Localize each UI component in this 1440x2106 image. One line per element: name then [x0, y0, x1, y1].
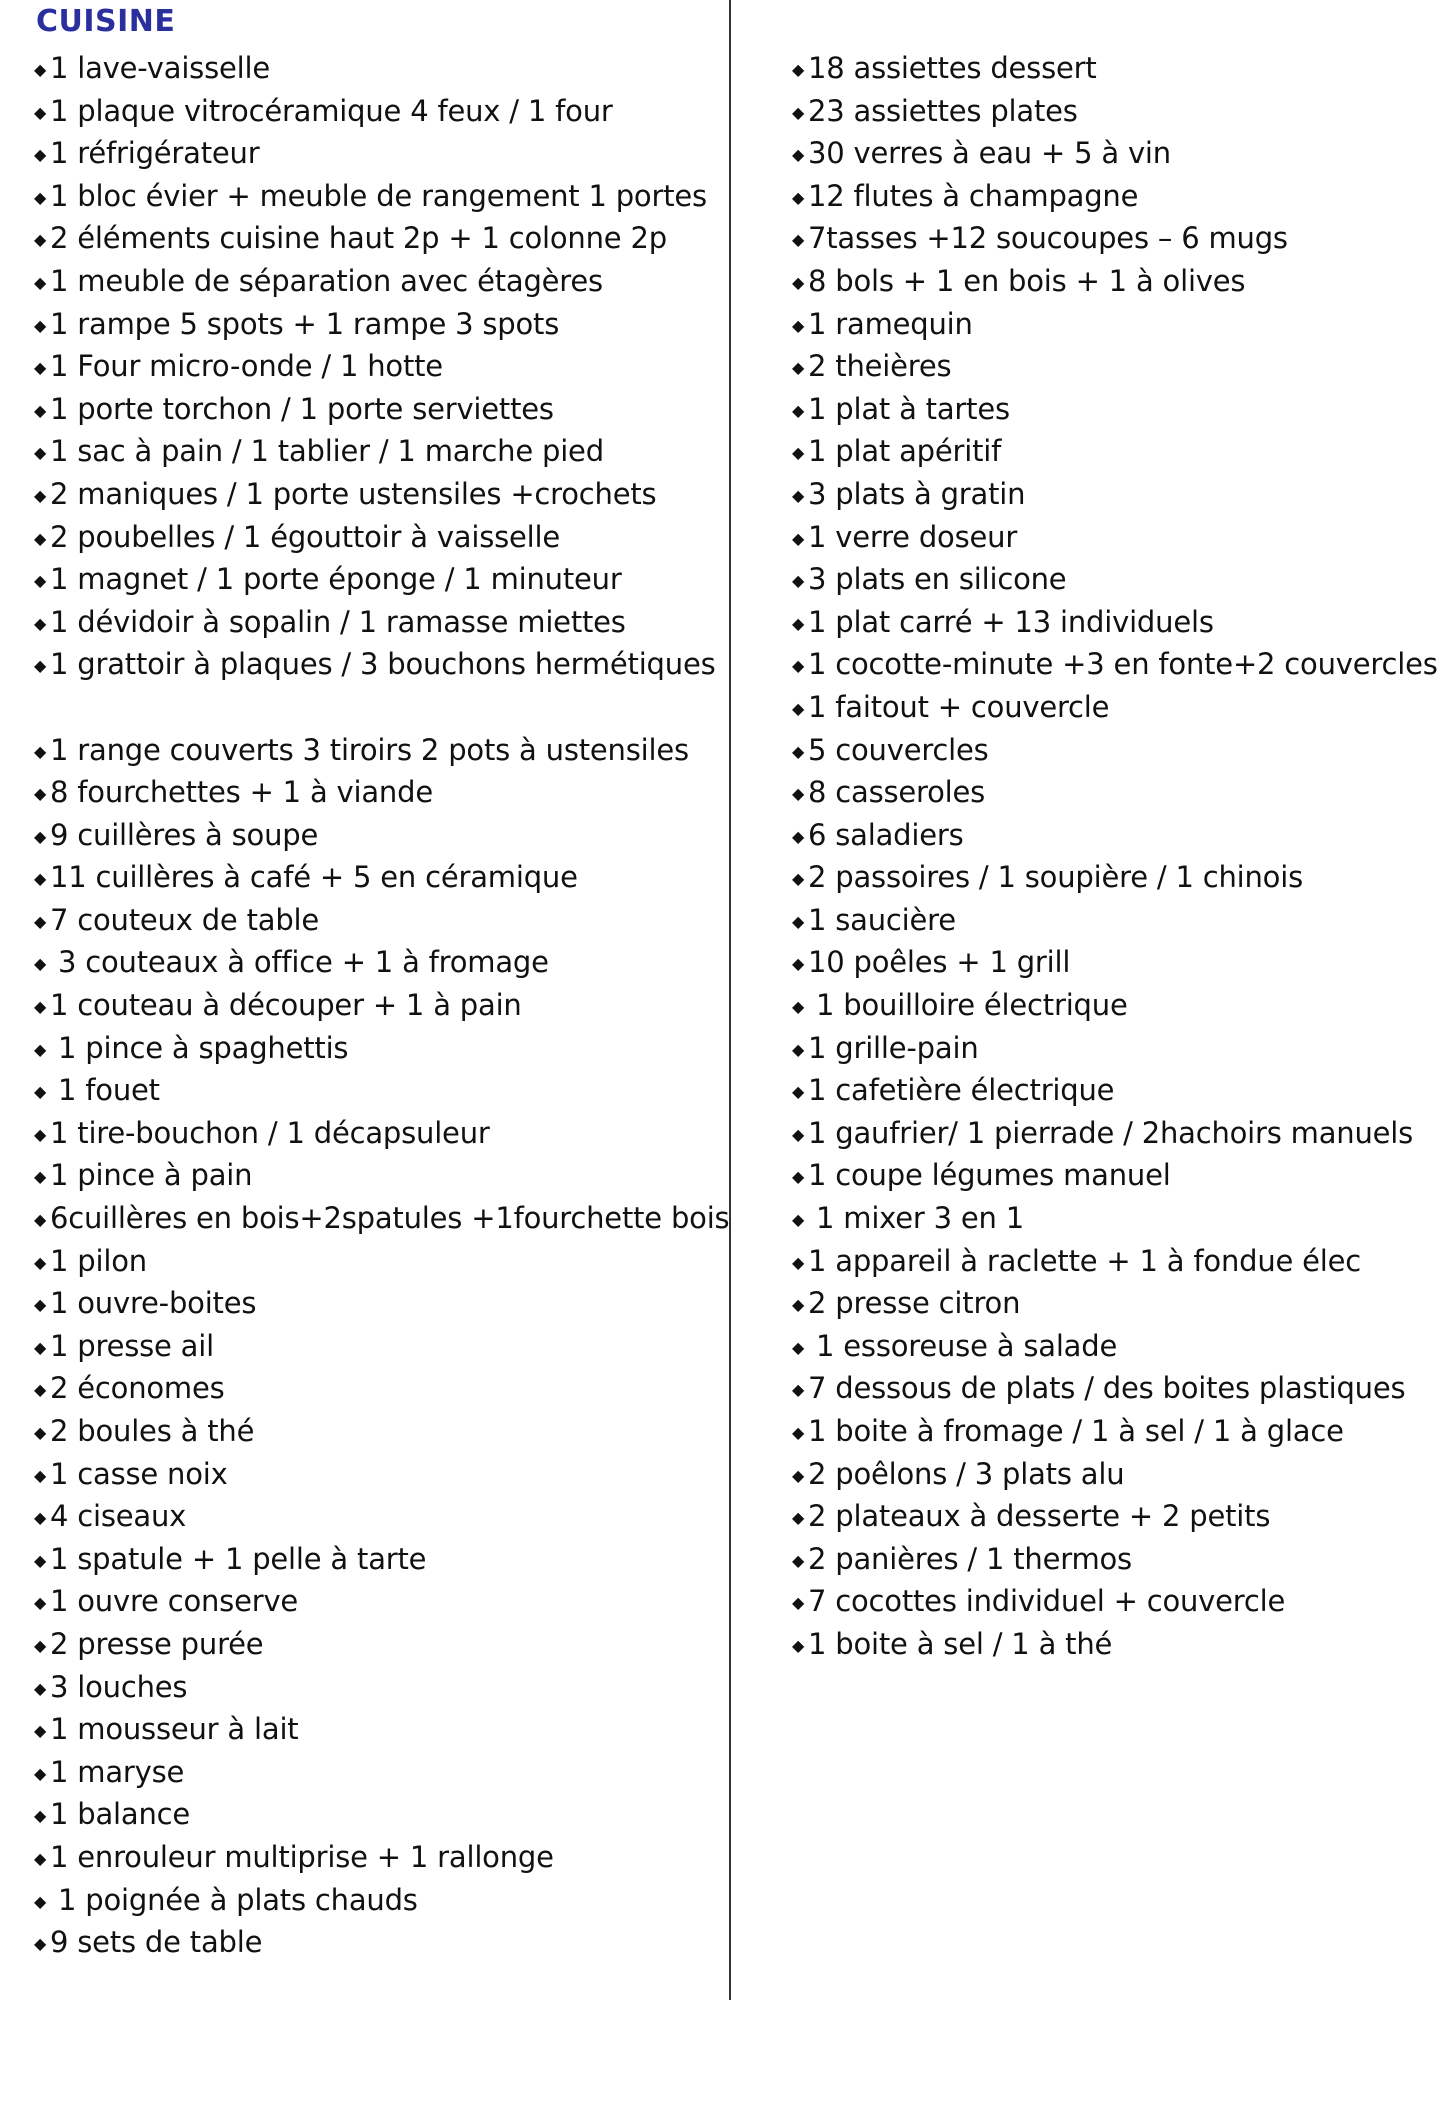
list-item [34, 1708, 724, 1751]
list-item-text: 1 grattoir à plaques / 3 bouchons hermétiques [50, 647, 716, 682]
list-item [34, 1027, 724, 1070]
bullet-icon: ◆ [792, 272, 805, 292]
list-item-text: 3 couteaux à office + 1 à fromage [58, 945, 549, 980]
bullet-icon: ◆ [34, 784, 47, 804]
list-item-text: 1 spatule + 1 pelle à tarte [50, 1541, 427, 1576]
list-item [34, 643, 724, 686]
list-item-text: 1 bloc évier + meuble de rangement 1 portes [50, 178, 707, 213]
bullet-icon: ◆ [792, 1550, 805, 1570]
list-item [34, 1580, 724, 1623]
page-title: CUISINE [36, 4, 176, 39]
list-item-text: 6 saladiers [808, 817, 964, 852]
list-item [792, 132, 1432, 175]
list-item-text: 1 ouvre conserve [50, 1584, 299, 1619]
bullet-icon: ◆ [34, 1380, 47, 1400]
list-item [792, 1495, 1432, 1538]
list-item-text: 1 rampe 5 spots + 1 rampe 3 spots [50, 306, 560, 341]
bullet-icon: ◆ [34, 1337, 47, 1357]
list-item [34, 1240, 724, 1283]
bullet-icon: ◆ [792, 102, 805, 122]
list-item-text: 4 ciseaux [50, 1499, 187, 1534]
list-item-text: 3 plats à gratin [808, 476, 1026, 511]
bullet-icon: ◆ [34, 272, 47, 292]
list-item [34, 984, 724, 1027]
list-item-text: 1 boite à sel / 1 à thé [808, 1626, 1113, 1661]
bullet-icon: ◆ [34, 1210, 47, 1230]
list-item [34, 1879, 724, 1922]
list-item [34, 303, 724, 346]
list-item [34, 1623, 724, 1666]
list-item [34, 1921, 724, 1964]
bullet-icon: ◆ [34, 1082, 47, 1102]
list-item [792, 516, 1432, 559]
list-item [34, 1751, 724, 1794]
list-item-text: 2 économes [50, 1371, 225, 1406]
list-item [792, 601, 1432, 644]
list-item-text: 23 assiettes plates [808, 93, 1078, 128]
list-item [792, 1027, 1432, 1070]
list-item [792, 1240, 1432, 1283]
list-item [792, 1069, 1432, 1112]
list-item [34, 132, 724, 175]
bullet-icon: ◆ [34, 613, 47, 633]
bullet-icon: ◆ [34, 1806, 47, 1826]
bullet-icon: ◆ [792, 997, 805, 1017]
list-item [792, 430, 1432, 473]
bullet-icon: ◆ [34, 60, 47, 79]
list-item [34, 1793, 724, 1836]
list-item [34, 516, 724, 559]
list-item-text: 2 poêlons / 3 plats alu [808, 1456, 1125, 1491]
list-item [34, 771, 724, 814]
bullet-icon: ◆ [34, 1550, 47, 1570]
list-item [34, 1495, 724, 1538]
list-item [34, 1154, 724, 1197]
list-item [792, 856, 1432, 899]
list-item-text: 1 gaufrier/ 1 pierrade / 2hachoirs manuels [808, 1115, 1414, 1150]
bullet-icon: ◆ [34, 954, 47, 974]
list-item-text: 1 ouvre-boites [50, 1286, 257, 1321]
list-item [34, 1836, 724, 1879]
bullet-icon: ◆ [792, 145, 805, 165]
list-item [792, 1282, 1432, 1325]
bullet-icon: ◆ [34, 1678, 47, 1698]
column-divider [729, 0, 731, 2000]
bullet-icon: ◆ [792, 1465, 805, 1485]
list-item [792, 1453, 1432, 1496]
list-item-text: 1 porte torchon / 1 porte serviettes [50, 391, 554, 426]
bullet-icon: ◆ [792, 1124, 805, 1144]
list-item [792, 1325, 1432, 1368]
list-item-text: 2 poubelles / 1 égouttoir à vaisselle [50, 519, 561, 554]
list-item [792, 1410, 1432, 1453]
bullet-icon: ◆ [34, 911, 47, 931]
list-item-text: 1 pince à spaghettis [58, 1030, 349, 1065]
list-item-text: 1 magnet / 1 porte éponge / 1 minuteur [50, 562, 622, 597]
list-item-text: 12 flutes à champagne [808, 178, 1139, 213]
list-item [792, 1112, 1432, 1155]
bullet-icon: ◆ [34, 1508, 47, 1528]
list-item-text: 8 fourchettes + 1 à viande [50, 775, 433, 810]
inventory-list-left [34, 47, 730, 1964]
bullet-icon: ◆ [792, 698, 805, 718]
list-item-text: 8 bols + 1 en bois + 1 à olives [808, 263, 1246, 298]
list-item [34, 1112, 724, 1155]
list-item [792, 1197, 1432, 1240]
inventory-list-right [792, 47, 1438, 1666]
list-item [792, 175, 1432, 218]
list-item-text: 1 faitout + couvercle [808, 689, 1110, 724]
bullet-icon: ◆ [34, 145, 47, 165]
list-item-text: 30 verres à eau + 5 à vin [808, 136, 1171, 171]
bullet-icon: ◆ [34, 1593, 47, 1613]
list-item-text: 1 plat carré + 13 individuels [808, 604, 1214, 639]
list-item [792, 771, 1432, 814]
list-item-text: 3 louches [50, 1669, 188, 1704]
list-item-text: 1 grille-pain [808, 1030, 979, 1065]
list-item-text: 1 plat à tartes [808, 391, 1010, 426]
bullet-icon: ◆ [34, 187, 47, 207]
bullet-icon: ◆ [792, 1082, 805, 1102]
list-item-text: 1 enrouleur multiprise + 1 rallonge [50, 1839, 554, 1874]
list-item-text: 7 couteux de table [50, 902, 320, 937]
list-item [792, 1538, 1432, 1581]
bullet-icon: ◆ [792, 358, 805, 378]
list-item [792, 90, 1432, 133]
list-item [792, 558, 1432, 601]
list-item-text: 2 passoires / 1 soupière / 1 chinois [808, 860, 1303, 895]
bullet-icon: ◆ [792, 656, 805, 676]
bullet-icon: ◆ [34, 869, 47, 889]
list-item-text: 7 dessous de plats / des boites plastiques [808, 1371, 1406, 1406]
bullet-icon: ◆ [34, 656, 47, 676]
bullet-icon: ◆ [34, 1848, 47, 1868]
list-item-text: 9 sets de table [50, 1925, 263, 1960]
list-item-text: 1 cafetière électrique [808, 1073, 1115, 1108]
list-item-text: 1 boite à fromage / 1 à sel / 1 à glace [808, 1414, 1344, 1448]
list-item-text: 2 theières [808, 349, 952, 384]
list-item-text: 2 plateaux à desserte + 2 petits [808, 1499, 1271, 1534]
list-item-text: 1 saucière [808, 902, 956, 937]
bullet-icon: ◆ [792, 613, 805, 633]
list-item-text: 1 dévidoir à sopalin / 1 ramasse miettes [50, 604, 626, 639]
list-item [792, 1367, 1432, 1410]
list-item-text: 1 balance [50, 1797, 191, 1832]
bullet-icon: ◆ [792, 1380, 805, 1400]
list-item-text: 1 presse ail [50, 1328, 214, 1363]
bullet-icon: ◆ [792, 315, 805, 335]
list-item-text: 2 boules à thé [50, 1414, 255, 1448]
list-item-text: 2 éléments cuisine haut 2p + 1 colonne 2p [50, 221, 667, 256]
list-item [792, 217, 1432, 260]
list-item [34, 90, 724, 133]
bullet-icon: ◆ [792, 826, 805, 846]
list-item-text: 1 coupe légumes manuel [808, 1158, 1171, 1193]
list-item-text: 5 couvercles [808, 732, 989, 767]
list-item-text: 2 presse citron [808, 1286, 1021, 1321]
list-item [34, 345, 724, 388]
list-item-text: 1 ramequin [808, 306, 973, 341]
list-item-text: 1 fouet [58, 1073, 160, 1108]
list-spacer [34, 686, 724, 729]
list-item-text: 2 panières / 1 thermos [808, 1541, 1132, 1576]
list-item-text: 1 essoreuse à salade [816, 1328, 1118, 1363]
list-item [792, 814, 1432, 857]
bullet-icon: ◆ [792, 1210, 805, 1230]
list-item [34, 814, 724, 857]
list-item [34, 175, 724, 218]
list-item [34, 1069, 724, 1112]
bullet-icon: ◆ [34, 1167, 47, 1187]
list-item [34, 1325, 724, 1368]
list-item [792, 260, 1432, 303]
bullet-icon: ◆ [792, 187, 805, 207]
bullet-icon: ◆ [792, 1593, 805, 1613]
bullet-icon: ◆ [792, 954, 805, 974]
list-item [34, 558, 724, 601]
list-item-text: 1 cocotte-minute +3 en fonte+2 couvercles [808, 647, 1438, 682]
list-item [34, 856, 724, 899]
bullet-icon: ◆ [34, 1891, 47, 1911]
bullet-icon: ◆ [34, 1124, 47, 1144]
list-item-text: 1 plat apéritif [808, 434, 1002, 469]
bullet-icon: ◆ [792, 784, 805, 804]
bullet-icon: ◆ [34, 571, 47, 591]
list-item-text: 11 cuillères à café + 5 en céramique [50, 860, 578, 895]
bullet-icon: ◆ [34, 315, 47, 335]
list-item-text: 1 sac à pain / 1 tablier / 1 marche pied [50, 434, 604, 469]
list-item-text: 1 lave-vaisselle [50, 51, 270, 85]
list-item-text: 6cuillères en bois+2spatules +1fourchette bois [50, 1201, 730, 1236]
list-item-text: 1 appareil à raclette + 1 à fondue élec [808, 1243, 1362, 1278]
list-item-text: 1 bouilloire électrique [816, 988, 1128, 1023]
list-item [792, 1623, 1432, 1666]
bullet-icon: ◆ [792, 1337, 805, 1357]
bullet-icon: ◆ [34, 358, 47, 378]
list-item [792, 899, 1432, 942]
list-item-text: 1 mixer 3 en 1 [816, 1201, 1024, 1236]
bullet-icon: ◆ [792, 1167, 805, 1187]
list-item-text: 7 cocottes individuel + couvercle [808, 1584, 1286, 1619]
bullet-icon: ◆ [792, 230, 805, 250]
list-item [792, 345, 1432, 388]
list-item-text: 9 cuillères à soupe [50, 817, 319, 852]
list-item-text: 1 mousseur à lait [50, 1712, 299, 1747]
list-item [34, 941, 724, 984]
bullet-icon: ◆ [792, 1039, 805, 1059]
bullet-icon: ◆ [792, 400, 805, 420]
bullet-icon: ◆ [792, 869, 805, 889]
list-item [792, 1580, 1432, 1623]
bullet-icon: ◆ [34, 826, 47, 846]
bullet-icon: ◆ [34, 1465, 47, 1485]
bullet-icon: ◆ [34, 528, 47, 548]
list-item-text: 1 réfrigérateur [50, 136, 260, 171]
bullet-icon: ◆ [34, 1934, 47, 1954]
list-item [34, 1410, 724, 1453]
bullet-icon: ◆ [792, 528, 805, 548]
bullet-icon: ◆ [34, 1039, 47, 1059]
list-item [34, 388, 724, 431]
list-item-text: 18 assiettes dessert [808, 51, 1097, 85]
list-item-text: 1 poignée à plats chauds [58, 1882, 418, 1917]
list-item [34, 1367, 724, 1410]
list-item [34, 1282, 724, 1325]
list-item [792, 686, 1432, 729]
list-item [792, 388, 1432, 431]
list-item-text: 1 casse noix [50, 1456, 228, 1491]
bullet-icon: ◆ [34, 400, 47, 420]
list-item [34, 729, 724, 772]
list-item-text: 10 poêles + 1 grill [808, 945, 1071, 980]
list-item [792, 473, 1432, 516]
list-item-text: 8 casseroles [808, 775, 986, 810]
list-item-text: 1 pince à pain [50, 1158, 253, 1193]
bullet-icon: ◆ [34, 1252, 47, 1272]
bullet-icon: ◆ [34, 485, 47, 505]
bullet-icon: ◆ [792, 443, 805, 463]
bullet-icon: ◆ [34, 1295, 47, 1315]
list-item [792, 984, 1432, 1027]
list-item-text: 1 range couverts 3 tiroirs 2 pots à ustensiles [50, 732, 689, 767]
bullet-icon: ◆ [34, 997, 47, 1017]
list-item [34, 217, 724, 260]
list-item [34, 601, 724, 644]
bullet-icon: ◆ [34, 102, 47, 122]
list-item [34, 430, 724, 473]
list-item [792, 1154, 1432, 1197]
list-item [792, 47, 1432, 90]
bullet-icon: ◆ [792, 485, 805, 505]
bullet-icon: ◆ [34, 741, 47, 761]
list-item-text: 1 maryse [50, 1754, 185, 1789]
bullet-icon: ◆ [792, 1252, 805, 1272]
bullet-icon: ◆ [34, 443, 47, 463]
bullet-icon: ◆ [792, 60, 805, 79]
bullet-icon: ◆ [792, 741, 805, 761]
list-item-text: 7tasses +12 soucoupes – 6 mugs [808, 221, 1288, 256]
bullet-icon: ◆ [34, 1721, 47, 1741]
list-item [34, 1197, 730, 1240]
list-item [34, 1666, 724, 1709]
list-item-text: 1 couteau à découper + 1 à pain [50, 988, 522, 1023]
bullet-icon: ◆ [792, 1508, 805, 1528]
list-item [792, 941, 1432, 984]
list-item-text: 1 verre doseur [808, 519, 1018, 554]
list-item-text: 2 maniques / 1 porte ustensiles +crochets [50, 476, 657, 511]
list-item [34, 1453, 724, 1496]
bullet-icon: ◆ [792, 1423, 805, 1442]
list-item [34, 899, 724, 942]
bullet-icon: ◆ [792, 571, 805, 591]
list-item [792, 729, 1432, 772]
bullet-icon: ◆ [34, 1635, 47, 1655]
bullet-icon: ◆ [792, 1635, 805, 1655]
bullet-icon: ◆ [34, 230, 47, 250]
list-item-text: 1 Four micro-onde / 1 hotte [50, 349, 443, 384]
list-item [34, 260, 724, 303]
list-item-text: 1 plaque vitrocéramique 4 feux / 1 four [50, 93, 613, 128]
list-item-text: 1 pilon [50, 1243, 147, 1278]
list-item-text: 1 tire-bouchon / 1 décapsuleur [50, 1115, 490, 1150]
list-item [34, 47, 724, 90]
bullet-icon: ◆ [792, 1295, 805, 1315]
bullet-icon: ◆ [792, 911, 805, 931]
list-item-text: 3 plats en silicone [808, 562, 1067, 597]
list-item-text: 1 meuble de séparation avec étagères [50, 263, 603, 298]
bullet-icon: ◆ [34, 1763, 47, 1783]
list-item [34, 1538, 724, 1581]
list-item [792, 303, 1432, 346]
list-item [34, 473, 724, 516]
bullet-icon: ◆ [34, 1423, 47, 1442]
list-item-text: 2 presse purée [50, 1626, 264, 1661]
list-item [792, 643, 1438, 686]
